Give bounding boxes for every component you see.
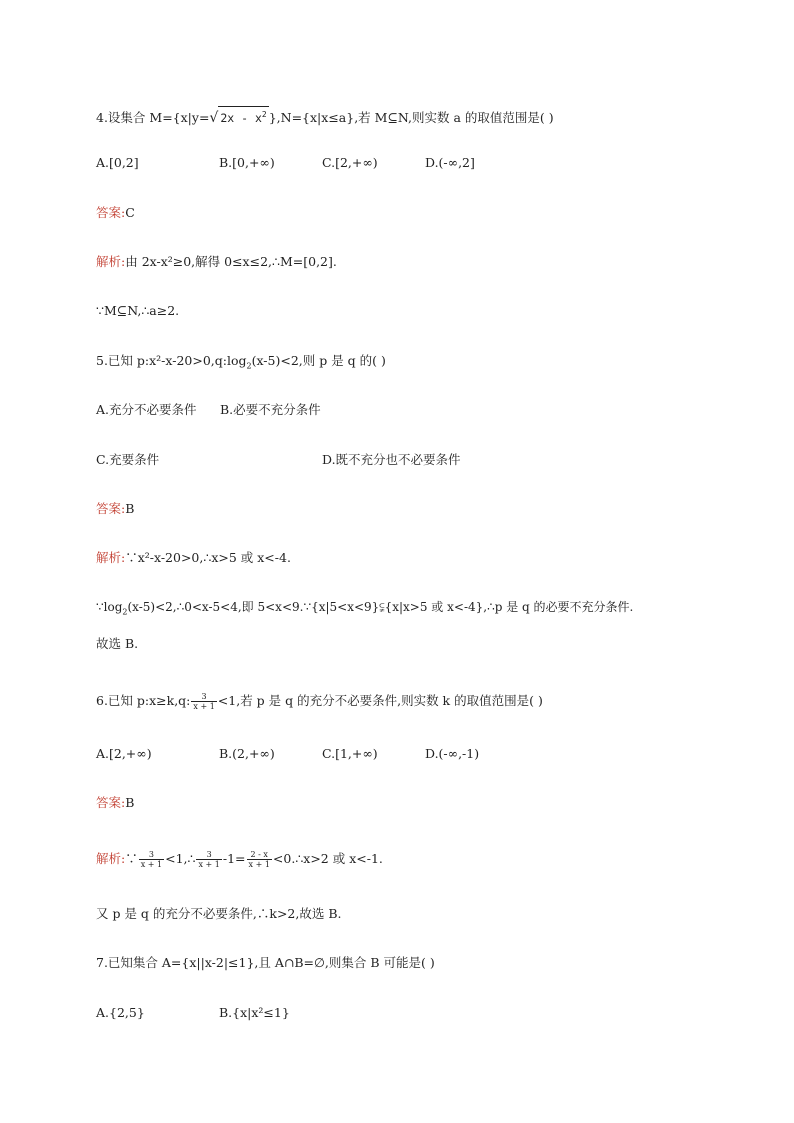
sqrt-superscript: 2: [261, 110, 267, 119]
q4-answer: [96, 205, 135, 221]
fraction-numerator: 3: [196, 850, 221, 860]
fraction-denominator: x + 1: [198, 860, 220, 869]
sqrt-radicand: [218, 106, 268, 126]
answer-label: 答案:: [96, 501, 126, 516]
fraction: [191, 692, 216, 711]
q6-option-b: B.(2,+∞): [219, 746, 275, 761]
analysis-label: 解析:: [96, 254, 126, 269]
sqrt-sign-icon: √: [209, 109, 219, 126]
analysis-text: -1=: [222, 851, 246, 866]
analysis-text: (x-5)<2,∴0<x-5<4,即 5<x<9.∵{x|5<x<9}⫋{x|x>5 或 x<-4},∴p 是 q 的必要不充分条件.: [127, 600, 634, 614]
fraction-numerator: 2 - x: [247, 850, 272, 860]
q4-option-d: D.(-∞,2]: [425, 155, 475, 170]
analysis-text: ∵x²-x-20>0,∴x>5 或 x<-4.: [125, 550, 291, 565]
q5-option-a: A.充分不必要条件: [96, 402, 197, 417]
analysis-text: <1,∴: [165, 851, 196, 866]
q5-analysis-line-2: [96, 599, 633, 620]
q5-option-d: D.既不充分也不必要条件: [322, 452, 461, 467]
analysis-label: 解析:: [96, 550, 126, 565]
q4-option-c: C.[2,+∞): [322, 155, 378, 170]
q4-option-a: A.[0,2]: [96, 155, 139, 170]
q5-option-b: B.必要不充分条件: [220, 402, 321, 417]
q5-analysis-line-1: [96, 550, 291, 566]
fraction: [247, 850, 272, 869]
log-base: 2: [246, 361, 252, 371]
q5-stem-prefix: 5.已知 p:x²-x-20>0,q:log: [96, 353, 247, 368]
answer-value: B: [125, 795, 135, 810]
answer-label: 答案:: [96, 795, 126, 810]
q6-option-a: A.[2,+∞): [96, 746, 152, 761]
question-7-stem: 7.已知集合 A={x||x-2|≤1},且 A∩B=∅,则集合 B 可能是( ): [96, 955, 435, 970]
q5-answer: [96, 501, 134, 517]
q6-analysis-line-2: 又 p 是 q 的充分不必要条件,∴k>2,故选 B.: [96, 906, 342, 921]
q5-analysis-line-3: 故选 B.: [96, 636, 139, 651]
q6-stem-suffix: <1,若 p 是 q 的充分不必要条件,则实数 k 的取值范围是( ): [217, 693, 543, 708]
q7-option-b: B.{x|x²≤1}: [219, 1005, 290, 1020]
analysis-text: ∵: [125, 851, 138, 866]
q4-analysis-line-1: [96, 254, 337, 270]
q6-option-c: C.[1,+∞): [322, 746, 378, 761]
fraction: [139, 850, 164, 869]
answer-value: C: [125, 205, 135, 220]
q5-option-c: C.充要条件: [96, 452, 160, 467]
answer-label: 答案:: [96, 205, 126, 220]
fraction-denominator: x + 1: [140, 860, 163, 869]
question-5-stem: [96, 353, 386, 375]
sqrt-inner: 2x - x: [220, 110, 262, 125]
fraction-denominator: x + 1: [193, 702, 215, 711]
analysis-text: <0.∴x>2 或 x<-1.: [272, 851, 383, 866]
analysis-text: ∵log: [96, 600, 123, 614]
q4-stem-suffix: },N={x|x≤a},若 M⊆N,则实数 a 的取值范围是( ): [268, 109, 554, 125]
question-4-stem: [96, 106, 554, 126]
fraction-denominator: x + 1: [248, 860, 270, 869]
q6-answer: [96, 795, 134, 811]
q4-stem-prefix: 4.设集合 M={x|y=: [96, 109, 210, 125]
question-6-stem: [96, 690, 543, 712]
q4-option-b: B.[0,+∞): [219, 155, 275, 170]
fraction: [196, 850, 221, 869]
fraction-numerator: 3: [139, 850, 164, 860]
log-base: 2: [122, 607, 128, 617]
analysis-text: 由 2x-x²≥0,解得 0≤x≤2,∴M=[0,2].: [125, 254, 337, 269]
analysis-label: 解析:: [96, 851, 126, 866]
answer-value: B: [125, 501, 135, 516]
q6-option-d: D.(-∞,-1): [425, 746, 480, 761]
q6-stem-prefix: 6.已知 p:x≥k,q:: [96, 693, 191, 708]
q5-stem-suffix: (x-5)<2,则 p 是 q 的( ): [251, 353, 386, 368]
q6-analysis-line-1: [96, 848, 383, 870]
q4-analysis-line-2: ∵M⊆N,∴a≥2.: [96, 303, 180, 318]
q7-option-a: A.{2,5}: [96, 1005, 145, 1020]
fraction-numerator: 3: [191, 692, 216, 702]
